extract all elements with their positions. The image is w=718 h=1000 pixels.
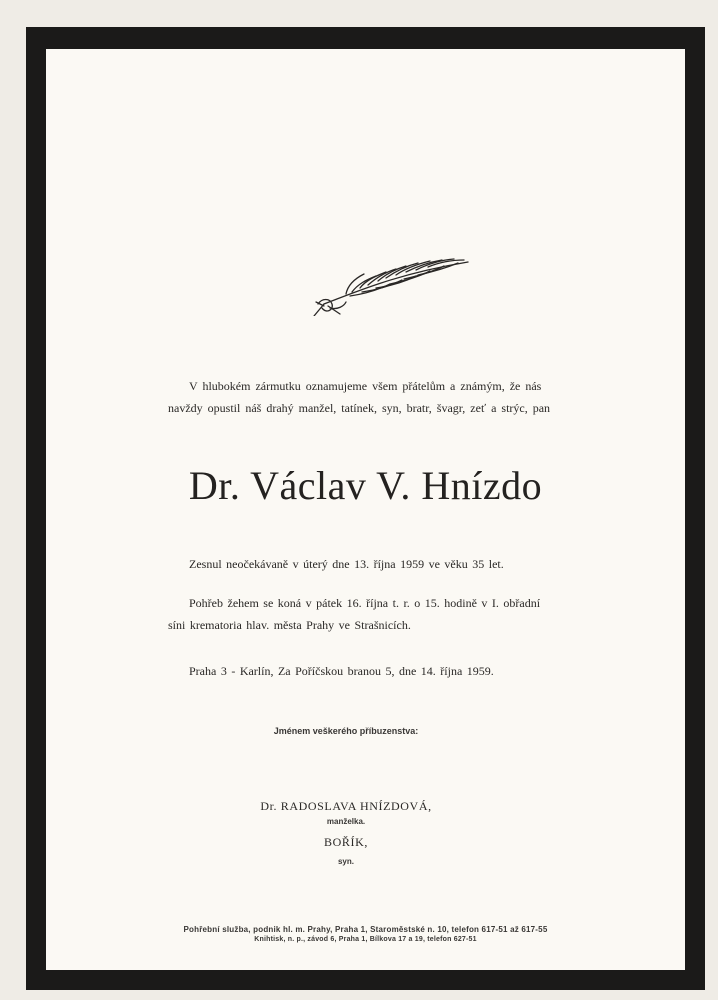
funeral-statement [168, 592, 568, 636]
on-behalf-label: Jménem veškerého příbuzenstva: [273, 726, 419, 736]
deceased-name: Dr. Václav V. Hnízdo [188, 463, 543, 508]
palm-branch-icon [286, 244, 471, 316]
signer-name: Dr. RADOSLAVA HNÍZDOVÁ, [260, 799, 432, 813]
mourning-border [26, 27, 705, 990]
signer-relation: syn. [337, 857, 354, 866]
notice-paper [46, 49, 685, 970]
intro-line-1: V hlubokém zármutku oznamujeme všem přátelům a známým, že nás [189, 379, 542, 393]
death-statement: Zesnul neočekávaně v úterý dne 13. října 1959 ve věku 35 let. [189, 557, 504, 571]
funeral-line-2: síni krematoria hlav. města Prahy ve Strašnicích. [168, 618, 411, 632]
signer-name: BOŘÍK, [324, 835, 368, 849]
printer-imprint: Knihtisk, n. p., závod 6, Praha 1, Bílkova 17 a 19, telefon 627-51 [254, 936, 477, 943]
funeral-line-1: Pohřeb žehem se koná v pátek 16. října t. r. o 15. hodině v I. obřadní [189, 596, 541, 610]
signer-relation: manželka. [326, 817, 366, 826]
place-and-date: Praha 3 - Karlín, Za Poříčskou branou 5, dne 14. října 1959. [189, 664, 494, 678]
intro-text [168, 375, 568, 419]
intro-line-2: navždy opustil náš drahý manžel, tatínek, syn, bratr, švagr, zeť a strýc, pan [168, 401, 551, 415]
funeral-service-imprint: Pohřební služba, podnik hl. m. Prahy, Praha 1, Staroměstské n. 10, telefon 617-51 až 617-55 [183, 925, 548, 934]
